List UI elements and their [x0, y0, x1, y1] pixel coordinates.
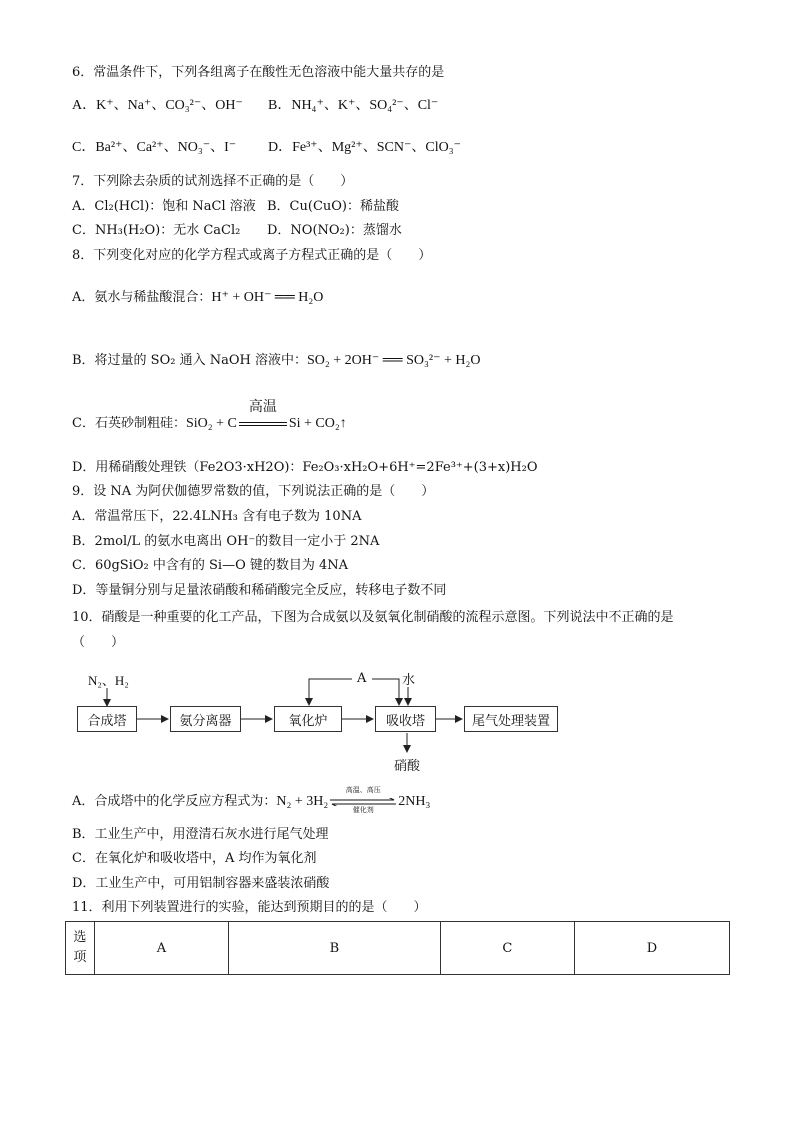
table-header-b: B — [229, 922, 441, 975]
q8-option-c-equals-sign — [239, 422, 287, 426]
equilibrium-arrows-icon — [328, 798, 398, 806]
q9-option-c: C．60gSiO₂ 中含有的 Si—O 键的数目为 4NA — [72, 558, 349, 573]
q6-option-c: C．Ba²⁺、Ca²⁺、NO₃⁻、I⁻ — [72, 140, 237, 155]
q8-option-a — [72, 289, 323, 307]
q11-answer-table — [65, 921, 730, 975]
q8-option-a-text: A．氨水与稀盐酸混合： — [72, 290, 212, 305]
q6-stem: 6．常温条件下，下列各组离子在酸性无色溶液中能大量共存的是 — [72, 65, 445, 80]
flow-label-nitric-acid: 硝酸 — [394, 759, 421, 774]
q8-option-b-text: B．将过量的 SO₂ 通入 NaOH 溶液中： — [72, 353, 307, 368]
q8-option-c-text: C．石英砂制粗硅： — [72, 416, 186, 431]
q7-option-c: C．NH₃(H₂O)：无水 CaCl₂ — [72, 223, 241, 238]
q8-option-c-condition: 高温 — [248, 399, 277, 415]
q10-stem: 10．硝酸是一种重要的化工产品，下图为合成氨以及氨氧化制硝酸的流程示意图。下列说法中不正确的是 — [72, 610, 674, 625]
q6-option-a: A．K⁺、Na⁺、CO₃²⁻、OH⁻ — [72, 98, 243, 113]
table-header-a: A — [94, 922, 228, 975]
flow-box-absorption-tower: 吸收塔 — [375, 706, 436, 732]
flow-box-tail-gas-treatment: 尾气处理装置 — [464, 706, 558, 732]
table-row — [66, 922, 730, 975]
table-header-option — [66, 922, 95, 975]
q10-option-a-text: A．合成塔中的化学反应方程式为： — [72, 794, 277, 809]
flow-label-water: 水 — [402, 673, 416, 688]
q7-option-a: A．Cl₂(HCl)：饱和 NaCl 溶液 — [72, 199, 256, 214]
q8-option-c-left: SiO₂ + C — [185, 416, 237, 431]
q10-option-c: C．在氧化炉和吸收塔中，A 均作为氧化剂 — [72, 851, 317, 866]
q9-option-a: A．常温常压下，22.4LNH₃ 含有电子数为 10NA — [72, 509, 362, 524]
q8-option-d: D．用稀硝酸处理铁（Fe2O3·xH2O)：Fe₂O₃·xH₂O+6H⁺=2Fe³⁺+(3+x)H₂O — [72, 460, 538, 475]
q10-option-d: D．工业生产中，可用铝制容器来盛装浓硝酸 — [72, 876, 330, 891]
q8-stem: 8．下列变化对应的化学方程式或离子方程式正确的是（ ） — [72, 248, 432, 263]
q10-option-a-condition-bottom: 催化剂 — [352, 806, 374, 814]
q9-stem: 9．设 NA 为阿伏伽德罗常数的值，下列说法正确的是（ ） — [72, 484, 435, 499]
q10-option-a-right: 2NH₃ — [398, 794, 431, 809]
flow-box-synthesis-tower: 合成塔 — [77, 706, 137, 732]
q8-option-c — [72, 399, 347, 433]
table-header-d: D — [575, 922, 730, 975]
q8-option-c-right: Si + CO₂↑ — [288, 416, 347, 431]
flow-box-oxidation-furnace: 氧化炉 — [274, 706, 342, 732]
q8-option-a-equation: H⁺ + OH⁻ ══ H₂O — [211, 290, 324, 305]
arrow-a-to-oxidizer — [309, 679, 352, 705]
table-header-option-label: 选项 — [73, 930, 87, 965]
q10-option-a — [72, 786, 431, 814]
q9-option-d: D．等量铜分别与足量浓硝酸和稀硝酸完全反应，转移电子数不同 — [72, 583, 447, 598]
q10-option-a-left: N₂ + 3H₂ — [276, 794, 329, 809]
flow-label-a: A — [357, 671, 367, 686]
flow-box-ammonia-separator: 氨分离器 — [170, 706, 241, 732]
flow-input-label: N₂、H₂ — [88, 673, 129, 688]
q11-stem: 11．利用下列装置进行的实验，能达到预期目的的是（ ） — [72, 900, 427, 915]
q10-option-a-condition-top: 高温、高压 — [345, 786, 381, 794]
q7-option-b: B．Cu(CuO)：稀盐酸 — [267, 199, 399, 214]
q6-option-b: B．NH₄⁺、K⁺、SO₄²⁻、Cl⁻ — [268, 98, 439, 113]
q10-stem-blank: （ ） — [72, 635, 125, 650]
q6-option-d: D．Fe³⁺、Mg²⁺、SCN⁻、ClO₃⁻ — [268, 140, 461, 155]
q8-option-b-equation: SO₂ + 2OH⁻ ══ SO₃²⁻ + H₂O — [306, 353, 481, 368]
q7-option-d: D．NO(NO₂)：蒸馏水 — [267, 223, 402, 238]
q8-option-b — [72, 352, 480, 370]
q10-option-b: B．工业生产中，用澄清石灰水进行尾气处理 — [72, 827, 329, 842]
table-header-c: C — [440, 922, 574, 975]
q8-option-c-condition-arrow — [237, 399, 289, 433]
q9-option-b: B．2mol/L 的氨水电离出 OH⁻的数目一定小于 2NA — [72, 534, 380, 549]
arrow-a-to-absorber — [372, 679, 399, 705]
q7-stem: 7．下列除去杂质的试剂选择不正确的是（ ） — [72, 174, 354, 189]
q10-option-a-reversible-arrow — [328, 786, 398, 814]
